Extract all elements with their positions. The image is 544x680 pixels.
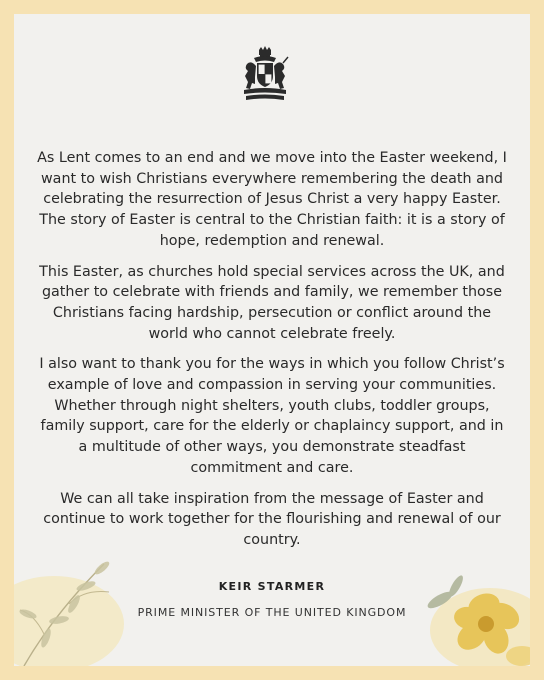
yellow-flower-icon [410, 564, 530, 666]
letter-page [14, 14, 530, 666]
letter-paragraph: We can all take inspiration from the message of Easter and continue to work together for the flourishing and renewal of our country. [43, 490, 501, 548]
letter-body [34, 148, 510, 561]
letter-paragraph: As Lent comes to an end and we move into the Easter weekend, I want to wish Christians everywhere remembering the death and celebrating the resurrection of Jesus Christ a very happy Easter. The story of Easter is central to the Christian faith: it is a story of hope, redemption and renewal. [37, 150, 507, 249]
letter-paragraph: I also want to thank you for the ways in which you follow Christ’s example of love and compassion in serving your communities. Whether through night shelters, youth clubs, toddler groups, family support, care for the elderly or chaplaincy support, and in a multitude of other ways, you demonstrate steadfast commitment and care. [39, 356, 505, 476]
signatory-title: PRIME MINISTER OF THE UNITED KINGDOM [137, 606, 407, 619]
leaf-sprig-icon [14, 544, 154, 666]
royal-coat-of-arms-icon [240, 46, 290, 102]
letter-paragraph: This Easter, as churches hold special services across the UK, and gather to celebrate with friends and family, we remember those Christians facing hardship, persecution or conflict around the world who cannot celebrate freely. [39, 263, 505, 342]
signatory-name: KEIR STARMER [218, 580, 326, 593]
